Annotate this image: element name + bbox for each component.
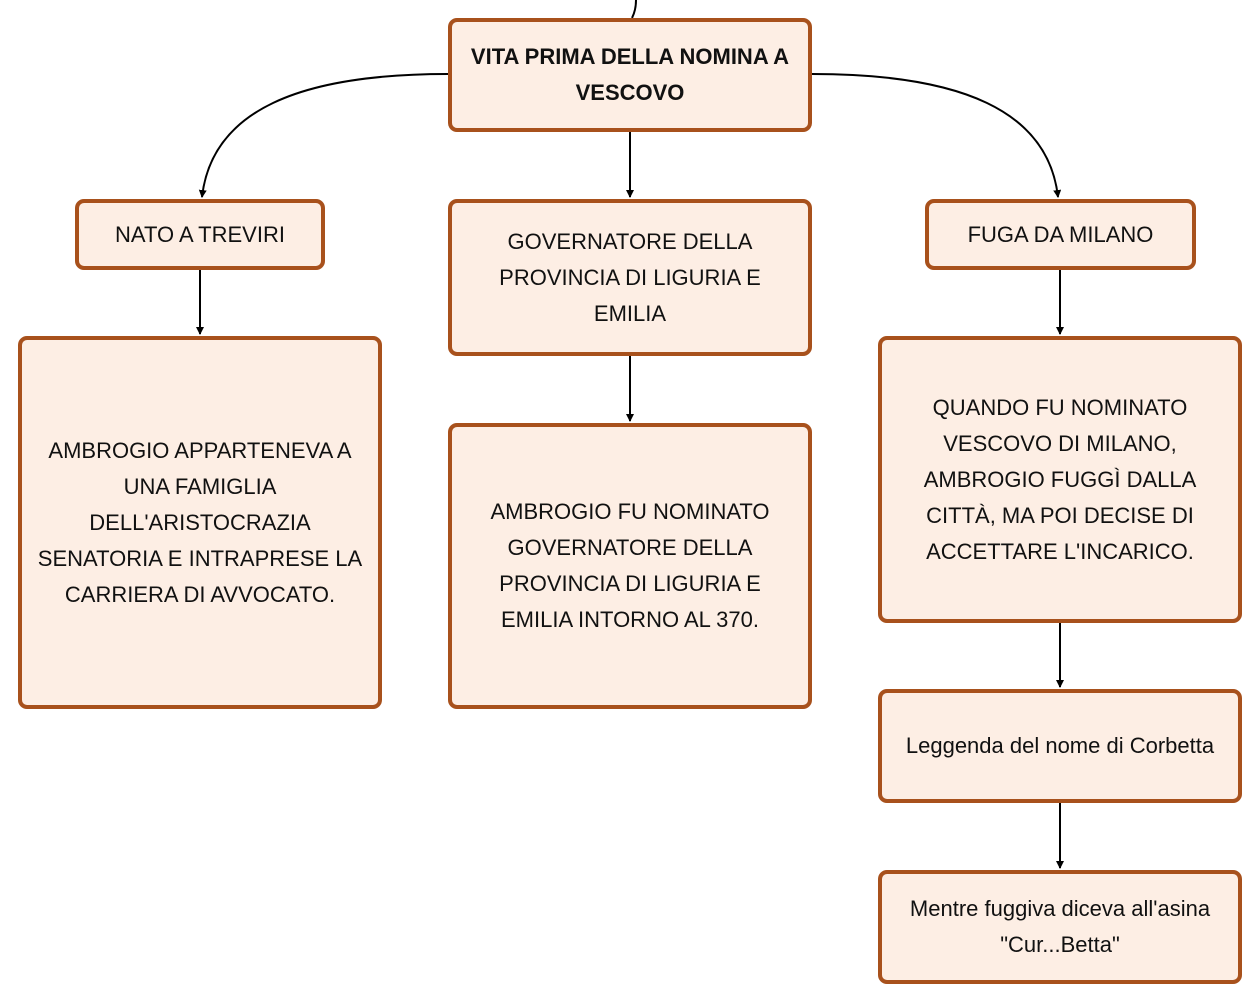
governatore-node[interactable]: [448, 199, 812, 356]
leggenda-node[interactable]: [878, 689, 1242, 803]
governatore-desc-node[interactable]: [448, 423, 812, 709]
leggenda-desc-text: Mentre fuggiva diceva all'asina "Cur...Betta": [909, 896, 1211, 957]
connector-root-to-fuga: [812, 74, 1058, 197]
governatore-desc-text: AMBROGIO FU NOMINATO GOVERNATORE DELLA PROVINCIA DI LIGURIA E EMILIA INTORNO AL 370.: [490, 499, 770, 632]
nato-desc-node[interactable]: [18, 336, 382, 709]
fuga-desc-text: QUANDO FU NOMINATO VESCOVO DI MILANO, AMBROGIO FUGGÌ DALLA CITTÀ, MA POI DECISE DI ACCETTARE L'INCARICO.: [923, 394, 1197, 564]
root-node-text: VITA PRIMA DELLA NOMINA A VESCOVO: [470, 44, 790, 105]
nato-node[interactable]: [75, 199, 325, 270]
leggenda-desc-node[interactable]: [878, 870, 1242, 984]
incoming-connector: [632, 0, 636, 18]
fuga-node[interactable]: [925, 199, 1196, 270]
governatore-node-text: GOVERNATORE DELLA PROVINCIA DI LIGURIA E EMILIA: [499, 228, 761, 326]
nato-desc-text: AMBROGIO APPARTENEVA A UNA FAMIGLIA DELL'ARISTOCRAZIA SENATORIA E INTRAPRESE LA CARRIERA DI AVVOCATO.: [37, 437, 363, 607]
root-node[interactable]: [448, 18, 812, 132]
connector-root-to-nato: [202, 74, 448, 197]
fuga-node-text: FUGA DA MILANO: [967, 221, 1154, 247]
leggenda-node-text: Leggenda del nome di Corbetta: [905, 733, 1215, 758]
fuga-desc-node[interactable]: [878, 336, 1242, 623]
nato-node-text: NATO A TREVIRI: [115, 221, 285, 247]
